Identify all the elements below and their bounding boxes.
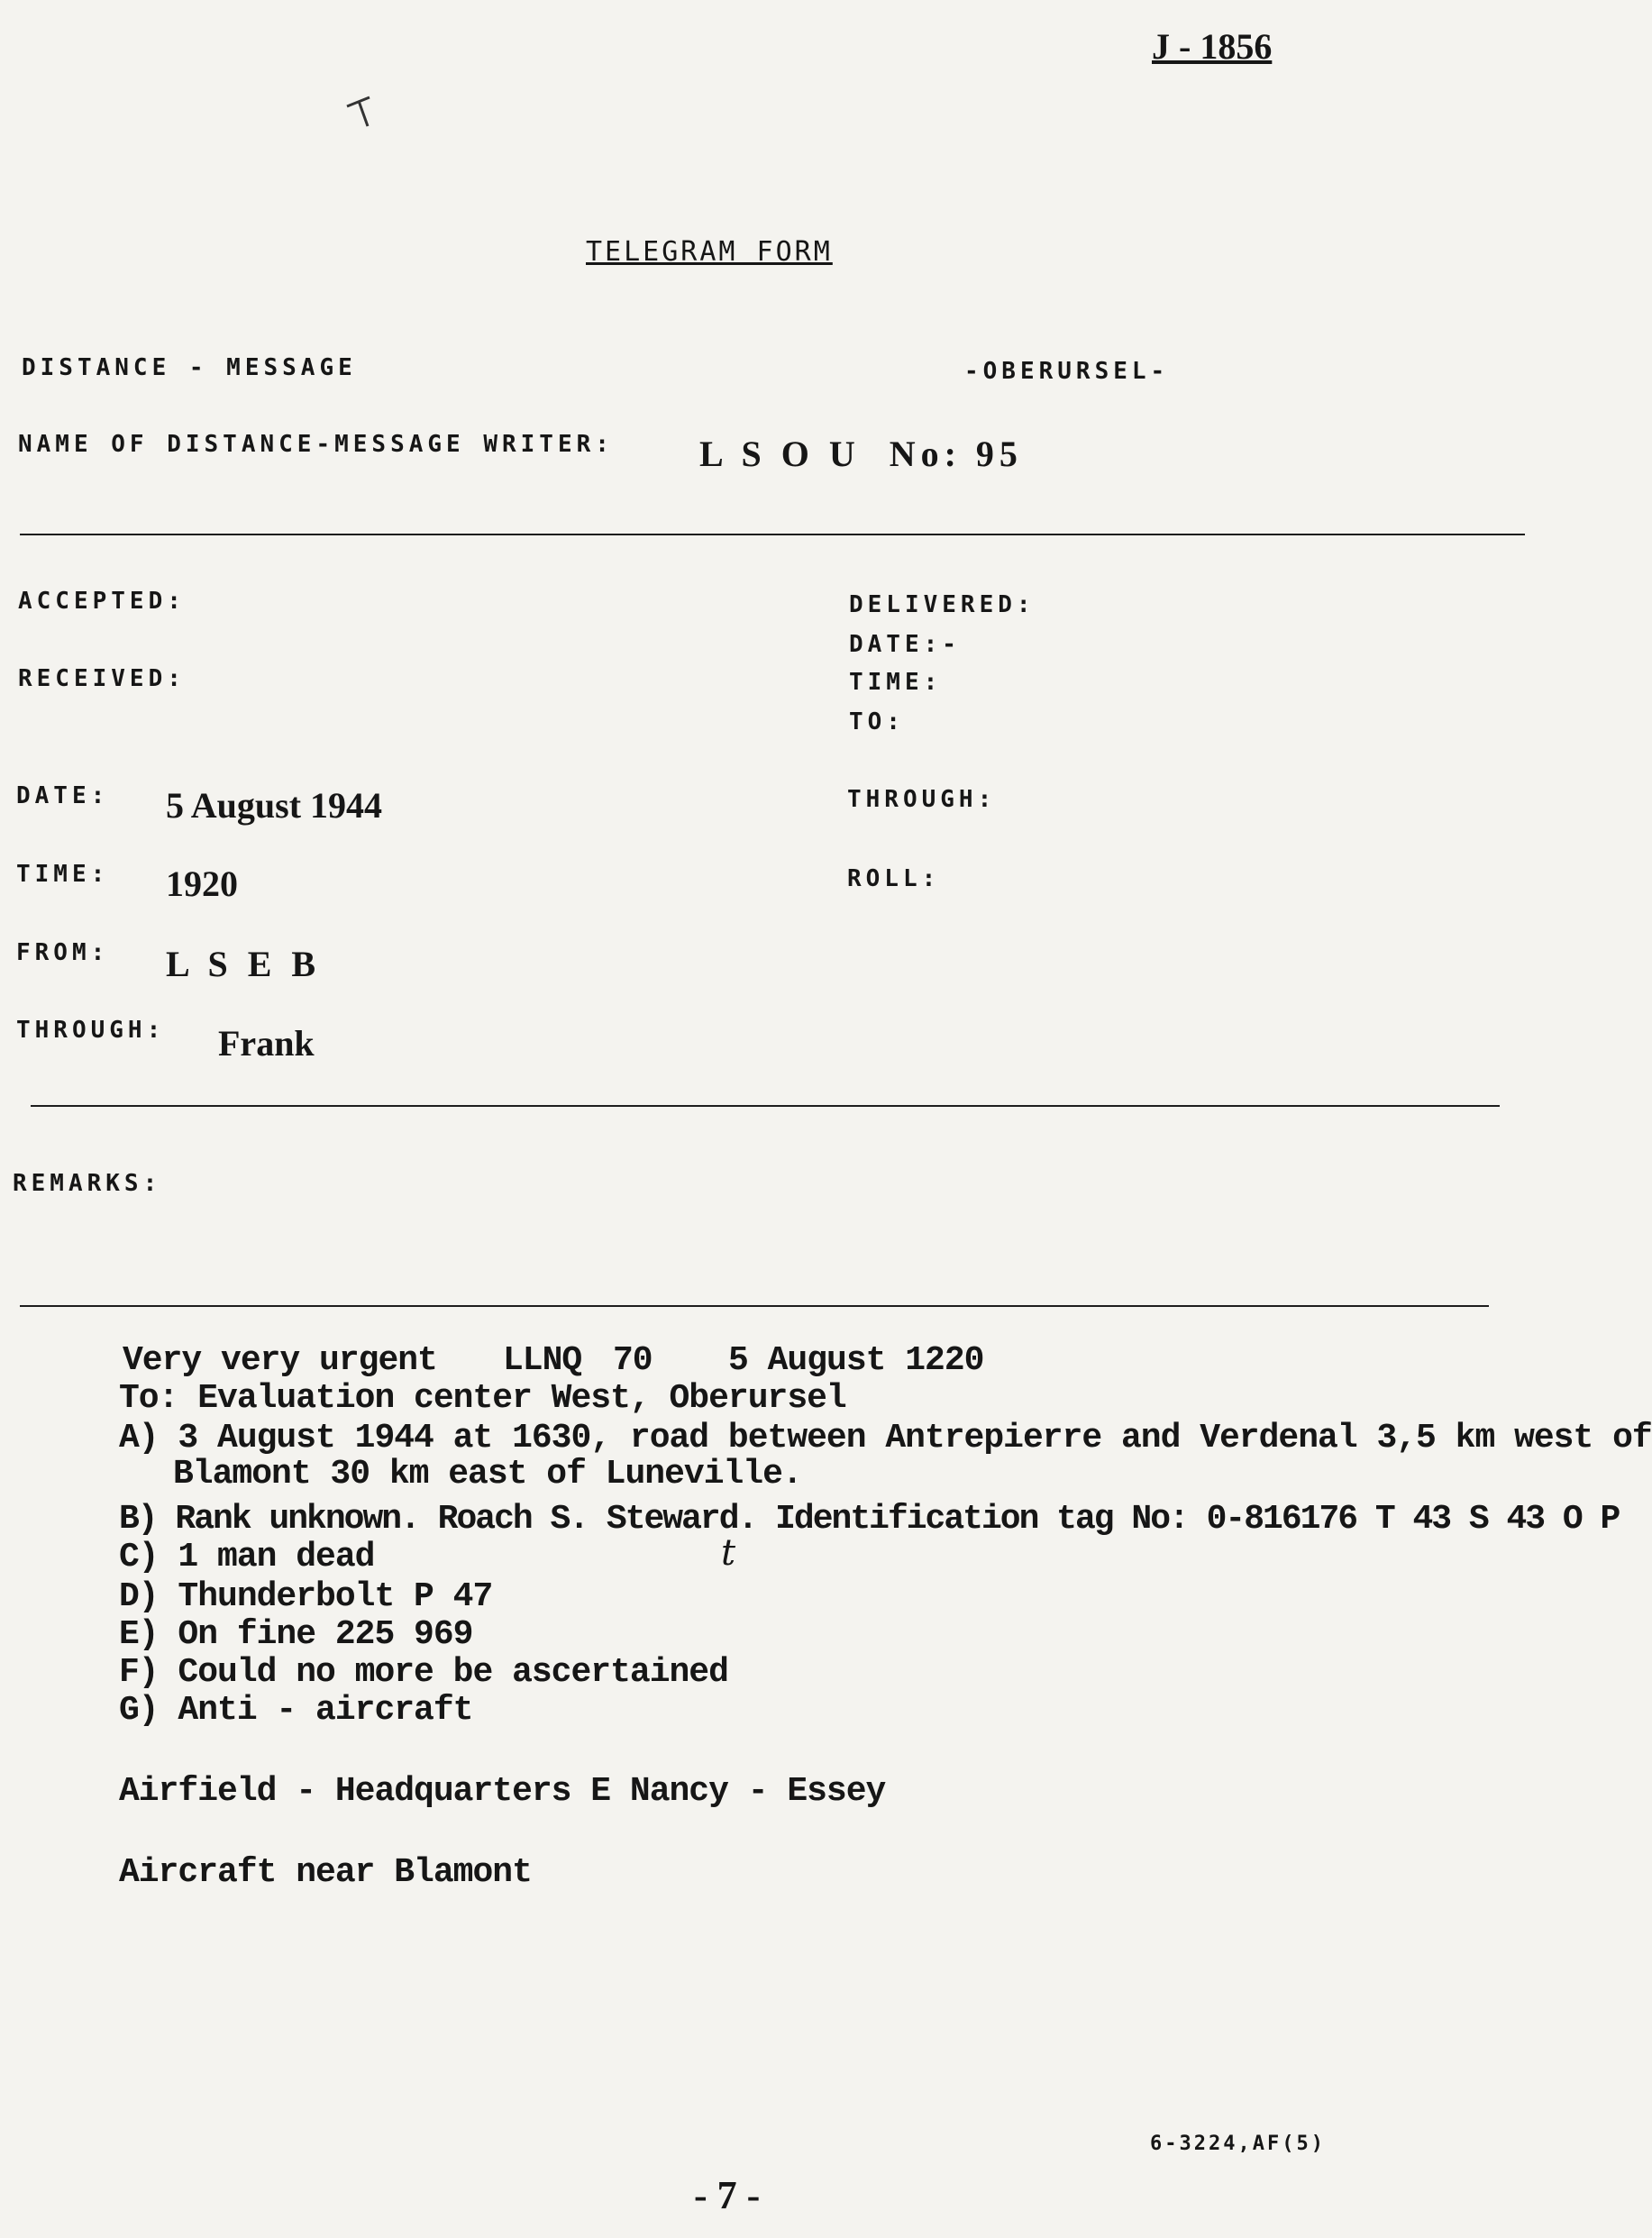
roll-label: ROLL: — [847, 865, 941, 892]
location-label: -OBERURSEL- — [964, 358, 1170, 385]
airfield-line: Airfield - Headquarters E Nancy - Essey — [119, 1772, 886, 1811]
remarks-label: REMARKS: — [13, 1170, 162, 1197]
document-id: J - 1856 — [1152, 26, 1273, 67]
date-value: 5 August 1944 — [166, 785, 383, 826]
delivered-to-label: TO: — [849, 708, 905, 735]
item-a-line2: Blamont 30 km east of Luneville. — [173, 1455, 802, 1494]
form-code: 6-3224,AF(5) — [1150, 2133, 1326, 2155]
distance-message-label: DISTANCE - MESSAGE — [22, 354, 357, 381]
from-value: L S E B — [166, 944, 322, 984]
delivered-label: DELIVERED: — [849, 591, 1036, 618]
time-label: TIME: — [16, 861, 110, 888]
received-label: RECEIVED: — [18, 665, 186, 692]
message-number: 70 — [613, 1341, 653, 1380]
item-b: B) Rank unknown. Roach S. Steward. Identification tag No: 0-816176 T 43 S 43 O P — [119, 1500, 1620, 1539]
delivered-time-label: TIME: — [849, 669, 943, 696]
message-to-line: To: Evaluation center West, Oberursel — [119, 1379, 846, 1418]
through-value: Frank — [218, 1023, 315, 1064]
message-code: LLNQ — [503, 1341, 582, 1380]
item-e: E) On fine 225 969 — [119, 1615, 473, 1654]
date-label: DATE: — [16, 782, 110, 809]
item-f: F) Could no more be ascertained — [119, 1653, 728, 1692]
delivered-date-label: DATE:- — [849, 631, 961, 658]
through-label: THROUGH: — [16, 1017, 166, 1044]
writer-value: L S O U No: 95 — [699, 434, 1023, 474]
handwritten-correction: t — [721, 1532, 736, 1574]
time-value: 1920 — [166, 863, 238, 904]
divider-middle — [31, 1105, 1500, 1107]
from-label: FROM: — [16, 939, 110, 966]
writer-label: NAME OF DISTANCE-MESSAGE WRITER: — [18, 431, 614, 458]
page-number: - 7 - — [694, 2173, 761, 2217]
message-priority: Very very urgent — [123, 1341, 437, 1380]
form-title: TELEGRAM FORM — [586, 236, 833, 268]
item-c: C) 1 man dead — [119, 1538, 375, 1576]
aircraft-line: Aircraft near Blamont — [119, 1853, 532, 1892]
right-through-label: THROUGH: — [847, 786, 997, 813]
accepted-label: ACCEPTED: — [18, 588, 186, 615]
pencil-mark-icon — [342, 88, 388, 137]
item-d: D) Thunderbolt P 47 — [119, 1577, 493, 1616]
divider-bottom — [20, 1305, 1489, 1307]
message-datetime: 5 August 1220 — [728, 1341, 984, 1380]
item-a-line1: A) 3 August 1944 at 1630, road between Antrepierre and Verdenal 3,5 km west of — [119, 1419, 1652, 1457]
divider-top — [20, 534, 1525, 535]
item-g: G) Anti - aircraft — [119, 1691, 473, 1730]
